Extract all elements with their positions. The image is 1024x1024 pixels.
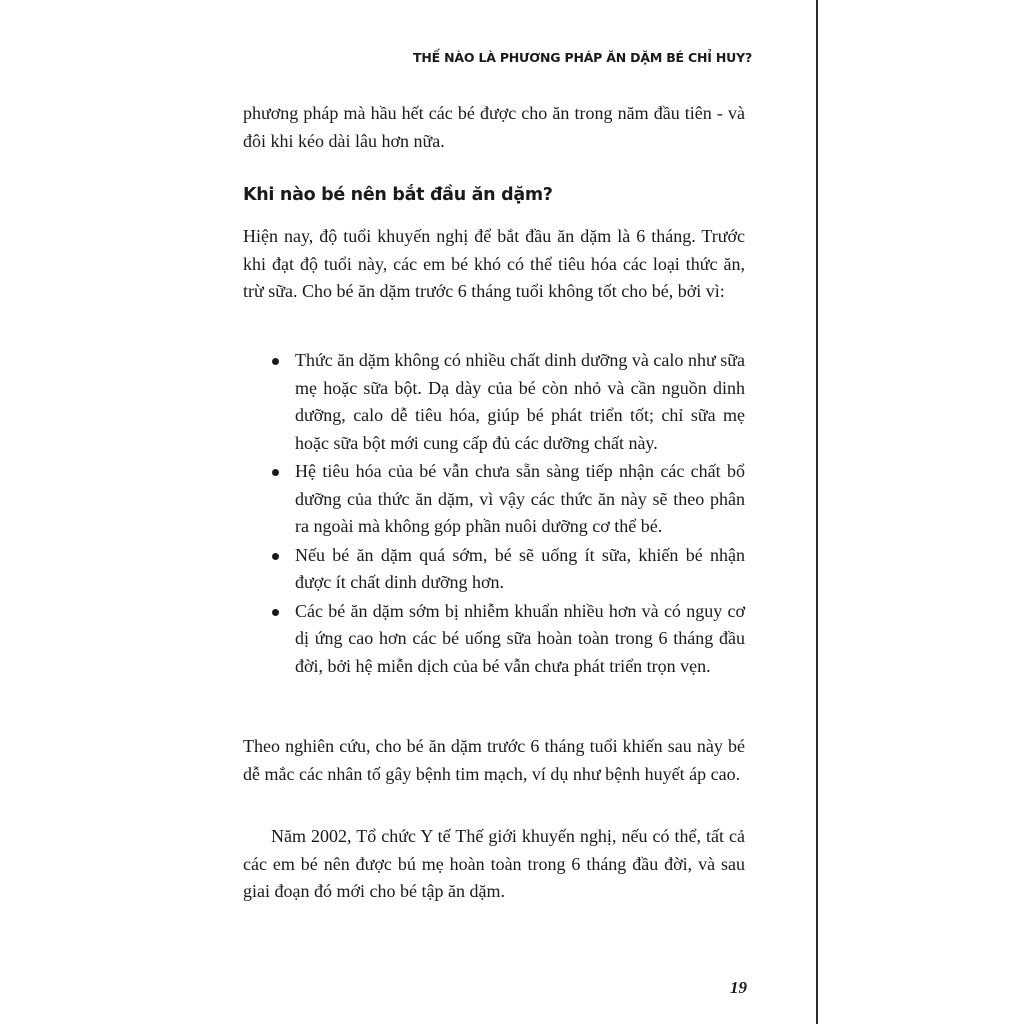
bullet-icon (272, 553, 279, 560)
bullet-icon (272, 469, 279, 476)
list-item-text: Thức ăn dặm không có nhiều chất dinh dưỡng và calo như sữa mẹ hoặc sữa bột. Dạ dày của bé còn nhỏ và cần nguồn dinh dưỡng, calo dễ tiêu hóa, giúp bé phát triển tốt; chỉ sữa mẹ hoặc sữa bột mới cung cấp đủ các dưỡng chất này. (295, 350, 745, 453)
paragraph-intro: phương pháp mà hầu hết các bé được cho ăn trong năm đầu tiên - và đôi khi kéo dài lâu hơn nữa. (243, 103, 745, 151)
page-number: 19 (730, 978, 747, 997)
paragraph-age: Hiện nay, độ tuổi khuyến nghị để bắt đầu ăn dặm là 6 tháng. Trước khi đạt độ tuổi này, các em bé khó có thể tiêu hóa các loại thức ăn, trừ sữa. Cho bé ăn dặm trước 6 tháng tuổi không tốt cho bé, bởi vì: (243, 226, 745, 301)
section-heading: Khi nào bé nên bắt đầu ăn dặm? (243, 185, 553, 205)
reasons-list (243, 347, 745, 681)
list-item-text: Nếu bé ăn dặm quá sớm, bé sẽ uống ít sữa, khiến bé nhận được ít chất dinh dưỡng hơn. (295, 544, 745, 592)
running-header: THẾ NÀO LÀ PHƯƠNG PHÁP ĂN DẶM BÉ CHỈ HUY? (413, 50, 752, 65)
bullet-icon (272, 358, 279, 365)
list-item (243, 598, 745, 681)
list-item (243, 347, 745, 457)
list-item (243, 542, 745, 597)
list-item (243, 458, 745, 541)
list-item-text: Các bé ăn dặm sớm bị nhiễm khuẩn nhiều hơn và có nguy cơ dị ứng cao hơn các bé uống sữa hoàn toàn trong 6 tháng đầu đời, bởi hệ miễn dịch của bé vẫn chưa phát triển trọn vẹn. (295, 600, 745, 676)
page-binding-edge (816, 0, 818, 1024)
paragraph-who: Năm 2002, Tổ chức Y tế Thế giới khuyến nghị, nếu có thể, tất cả các em bé nên được bú mẹ hoàn toàn trong 6 tháng đầu đời, và sau giai đoạn đó mới cho bé tập ăn dặm. (243, 826, 745, 901)
bullet-icon (272, 609, 279, 616)
list-item-text: Hệ tiêu hóa của bé vẫn chưa sẵn sàng tiếp nhận các chất bổ dưỡng của thức ăn dặm, vì vậy các thức ăn này sẽ theo phân ra ngoài mà không góp phần nuôi dưỡng cơ thể bé. (295, 461, 745, 536)
paragraph-research: Theo nghiên cứu, cho bé ăn dặm trước 6 tháng tuổi khiến sau này bé dễ mắc các nhân tố gây bệnh tim mạch, ví dụ như bệnh huyết áp cao. (243, 736, 745, 784)
